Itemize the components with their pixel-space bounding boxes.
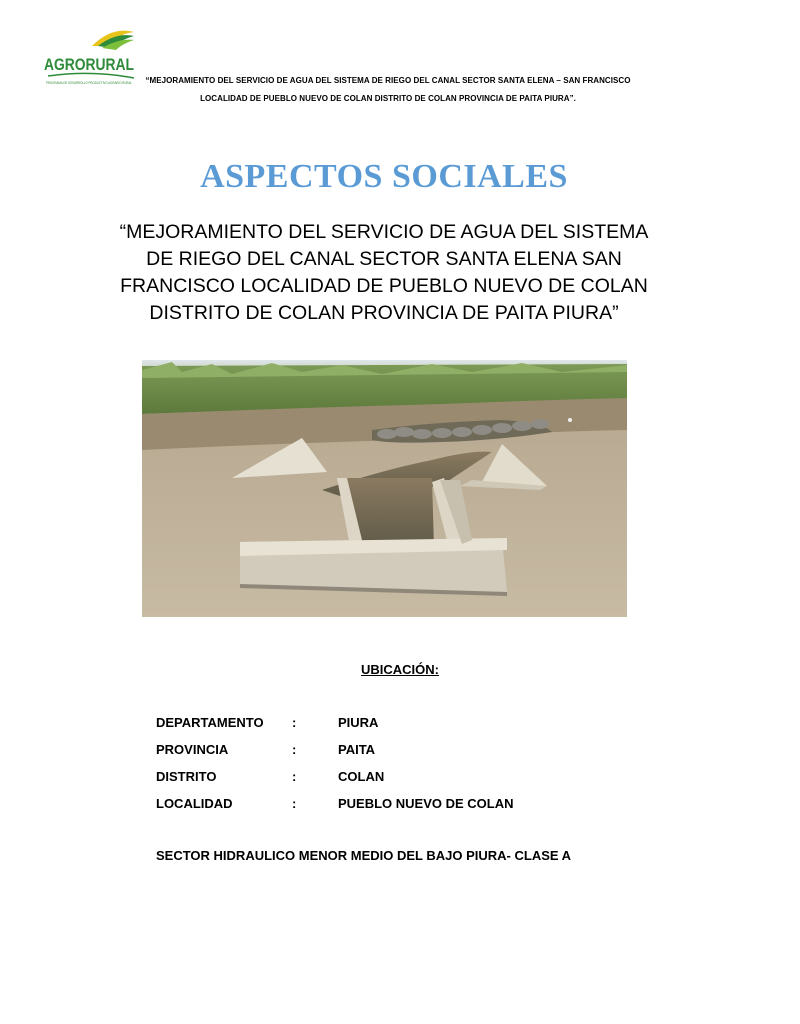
header-title-line-1: “MEJORAMIENTO DEL SERVICIO DE AGUA DEL SISTEMA DE RIEGO DEL CANAL SECTOR SANTA ELENA – SAN FRANCISCO	[145, 76, 631, 85]
subtitle-line-3: FRANCISCO LOCALIDAD DE PUEBLO NUEVO DE COLAN	[120, 275, 648, 297]
location-row-provincia	[156, 742, 656, 762]
logo-wordmark: AGRORURAL	[44, 55, 134, 74]
location-value: PUEBLO NUEVO DE COLAN	[338, 796, 514, 811]
location-value: PIURA	[338, 715, 379, 730]
canal-photo	[142, 360, 627, 617]
page-title: ASPECTOS SOCIALES	[200, 158, 568, 195]
location-separator: :	[292, 796, 297, 811]
subtitle-line-2: DE RIEGO DEL CANAL SECTOR SANTA ELENA SAN	[146, 248, 622, 270]
location-label: PROVINCIA	[156, 742, 229, 757]
agrorural-logo	[42, 24, 138, 88]
location-separator: :	[292, 742, 297, 757]
header-title	[128, 72, 648, 108]
location-row-localidad	[156, 796, 656, 816]
location-value: COLAN	[338, 769, 385, 784]
location-label: LOCALIDAD	[156, 796, 233, 811]
location-heading: UBICACIÓN:	[361, 662, 439, 677]
subtitle-line-4: DISTRITO DE COLAN PROVINCIA DE PAITA PIURA”	[149, 302, 619, 324]
location-label: DEPARTAMENTO	[156, 715, 264, 730]
hydraulic-sector: SECTOR HIDRAULICO MENOR MEDIO DEL BAJO PIURA- CLASE A	[156, 848, 572, 863]
location-row-departamento	[156, 715, 656, 735]
location-separator: :	[292, 715, 297, 730]
location-value: PAITA	[338, 742, 376, 757]
subtitle-line-1: “MEJORAMIENTO DEL SERVICIO DE AGUA DEL SISTEMA	[119, 221, 649, 243]
logo-tagline: PROGRAMA DE DESARROLLO PRODUCTIVO AGRARIO RURAL	[46, 81, 132, 85]
location-row-distrito	[156, 769, 656, 789]
project-subtitle	[100, 219, 668, 327]
location-label: DISTRITO	[156, 769, 217, 784]
header-title-line-2: LOCALIDAD DE PUEBLO NUEVO DE COLAN DISTRITO DE COLAN PROVINCIA DE PAITA PIURA”.	[200, 94, 576, 103]
location-separator: :	[292, 769, 297, 784]
